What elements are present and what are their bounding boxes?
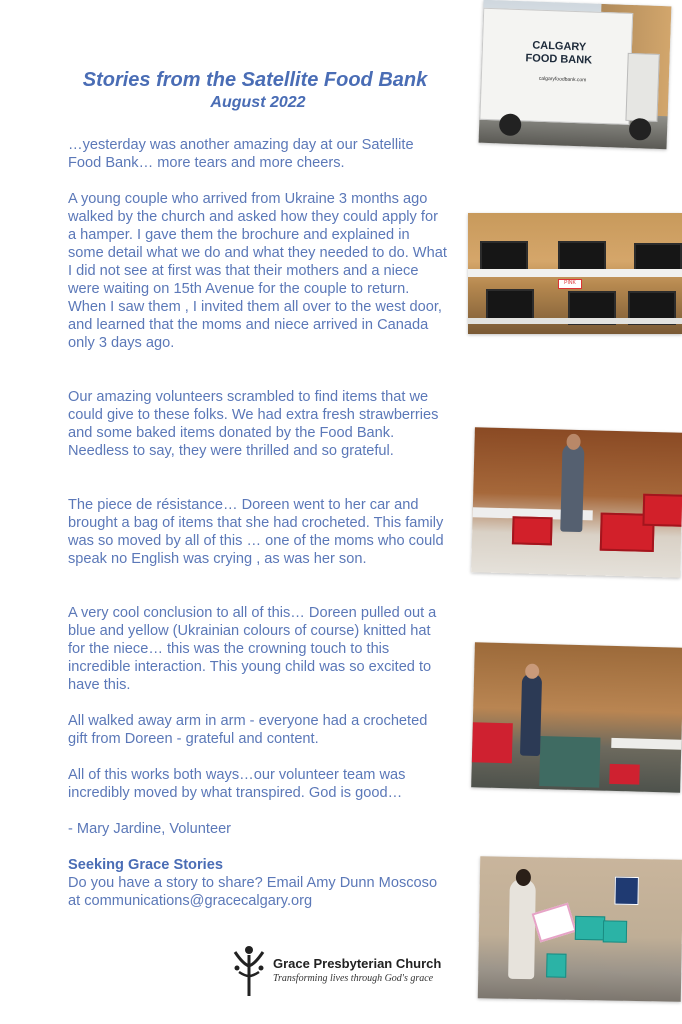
table-shelf (468, 269, 682, 277)
teal-bag (575, 916, 605, 941)
red-crate (512, 516, 553, 545)
story-paragraph-3: Our amazing volunteers scrambled to find items that we could give to these folks. We had extra fresh strawberries and some baked items donated by the Food Bank. Needless to say, they were thrilled and so grateful. (68, 389, 439, 459)
truck-logo-line2: FOOD BANK (525, 52, 593, 67)
volunteer-figure (520, 674, 542, 756)
church-tagline: Transforming lives through God's grace (273, 973, 434, 984)
diaper-box (532, 903, 577, 943)
story-paragraph-2: A young couple who arrived from Ukraine 3 months ago walked by the church and asked how they could apply for a hamper. I gave them the brochure and explained in some detail what we do and what they needed to do. What I did not see at first was that their mothers and a niece were waiting on 15th Avenue for the couple to return. When I saw them , I invited them all over to the west door, and learned that the moms and niece arrived in Canada only 3 days ago. (68, 191, 447, 351)
street-sign (614, 877, 638, 905)
truck-wheel (629, 118, 652, 141)
red-crate (642, 494, 682, 527)
hall-table (611, 738, 681, 750)
story-paragraph-1: …yesterday was another amazing day at our Satellite Food Bank… more tears and more cheers. (68, 137, 414, 171)
volunteer-figure (560, 444, 584, 533)
page-title: Stories from the Satellite Food Bank (82, 69, 428, 91)
story-paragraph-4: The piece de résistance… Doreen went to her car and brought a bag of items that she had crocheted. This family was so moved by all of this … one of the moms who could speak no English was crying , as was her son. (68, 497, 444, 567)
truck-wheel (499, 113, 522, 136)
woman-figure (508, 879, 536, 979)
volunteer-hall-photo (471, 427, 682, 577)
story-signature: - Mary Jardine, Volunteer (68, 821, 232, 837)
street-photo (478, 856, 682, 1002)
seeking-heading: Seeking Grace Stories (68, 857, 223, 873)
seeking-text[interactable]: Do you have a story to share? Email Amy Dunn Moscoso at communications@gracecalgary.org (68, 875, 438, 909)
truck-logo-line1: CALGARY (532, 39, 587, 54)
story-paragraph-7: All of this works both ways…our volunteer team was incredibly moved by what transpired. God is good… (68, 767, 406, 801)
church-logo (229, 942, 449, 1002)
truck-url: calgaryfoodbank.com (538, 75, 587, 84)
page-date: August 2022 (210, 94, 306, 111)
truck-cab (625, 53, 659, 122)
red-crate (472, 722, 513, 763)
story-paragraph-6: All walked away arm in arm - everyone had a crocheted gift from Doreen - grateful and content. (68, 713, 428, 747)
teal-bag (603, 920, 627, 942)
church-emblem-icon (229, 942, 269, 998)
red-crate (609, 764, 640, 785)
volunteers-hall-photo (471, 642, 682, 792)
teal-bag (546, 953, 566, 977)
crate-tag: PINK (558, 279, 582, 289)
story-paragraph-5: A very cool conclusion to all of this… Doreen pulled out a blue and yellow (Ukrainian colours of course) knitted hat for the niece… this was the crowning touch to this incredible interaction. This young child was so excited to have this. (68, 605, 437, 693)
floor-mat (539, 736, 600, 788)
church-name: Grace Presbyterian Church (273, 956, 442, 971)
truck-logo (525, 39, 592, 67)
crates-photo (468, 213, 682, 334)
lower-shelf (468, 318, 682, 324)
truck-photo (479, 0, 672, 149)
